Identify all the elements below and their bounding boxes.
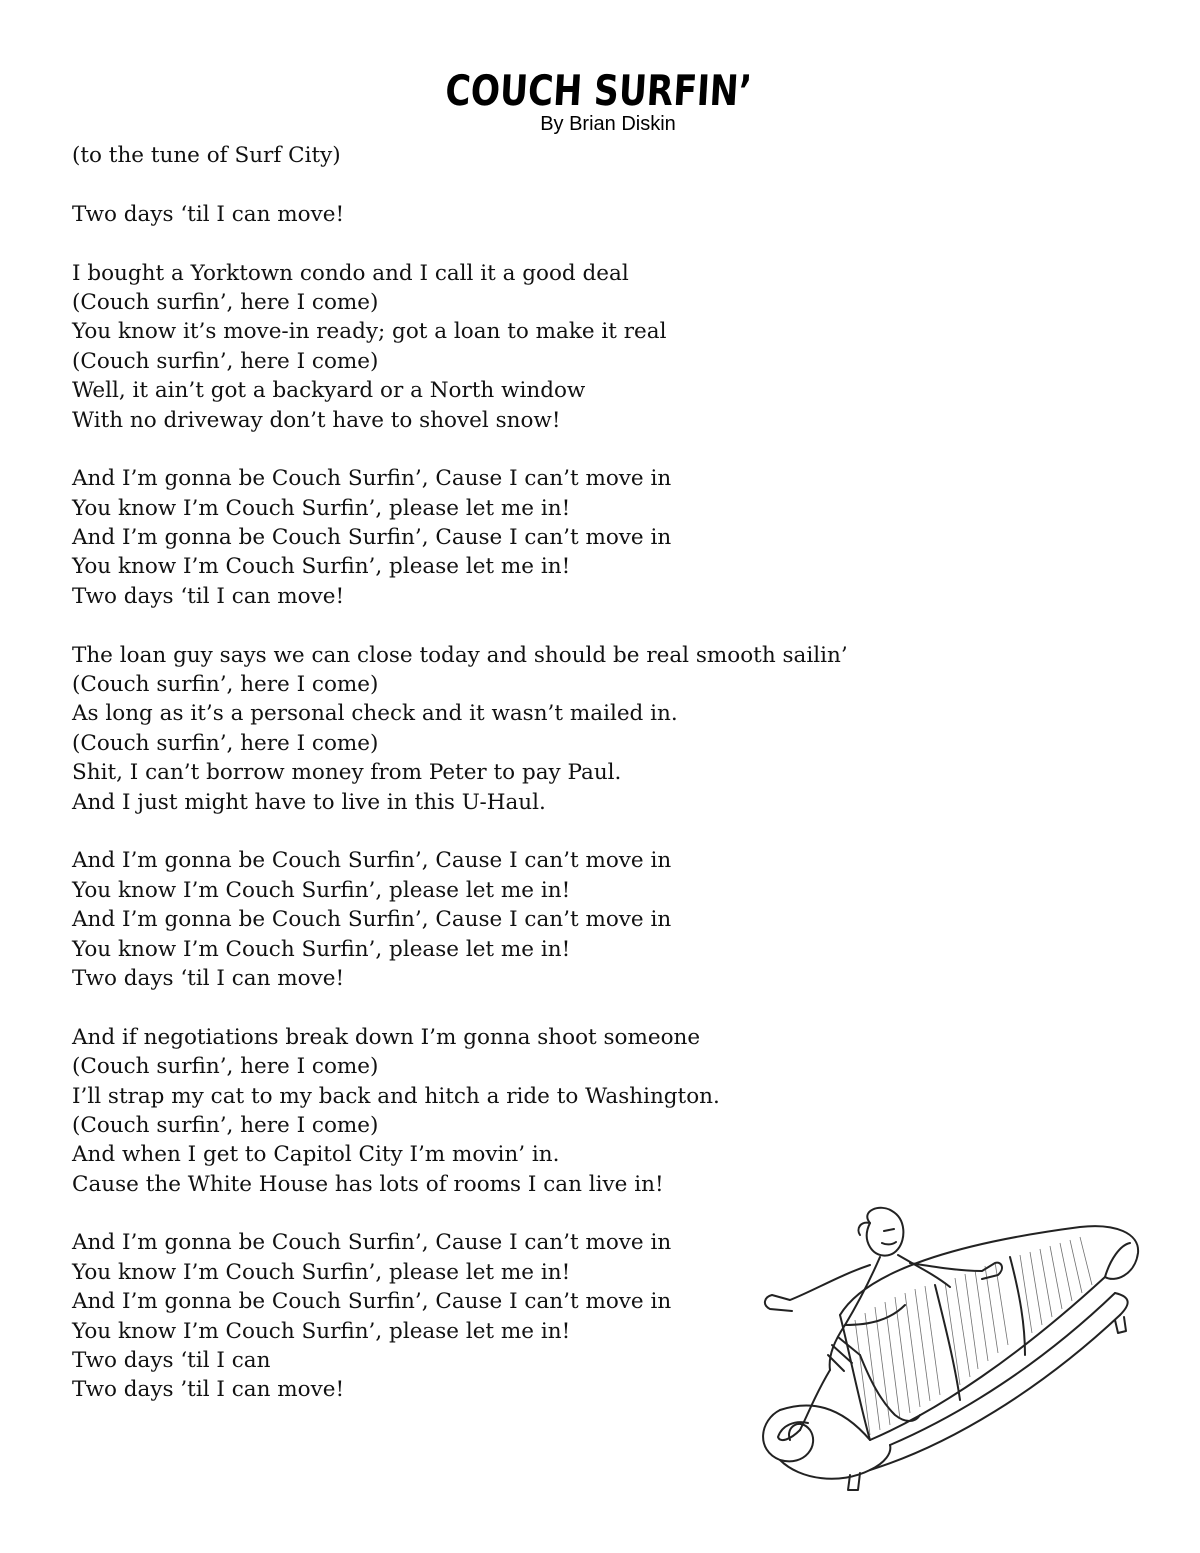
lyric-line: You know I’m Couch Surfin’, please let me in! xyxy=(72,1259,571,1285)
lyric-line: The loan guy says we can close today and should be real smooth sailin’ xyxy=(72,642,848,668)
stanza xyxy=(72,1023,972,1199)
lyric-line: You know I’m Couch Surfin’, please let me in! xyxy=(72,877,571,903)
lyric-line: And if negotiations break down I’m gonna shoot someone xyxy=(72,1024,701,1050)
lyric-line: And I’m gonna be Couch Surfin’, Cause I can’t move in xyxy=(72,907,672,933)
man-surfing-on-couch-sketch-icon xyxy=(720,1205,1160,1505)
lyric-line: As long as it’s a personal check and it wasn’t mailed in. xyxy=(72,701,678,727)
lyric-line: Cause the White House has lots of rooms I can live in! xyxy=(72,1171,664,1197)
lyric-line: With no driveway don’t have to shovel snow! xyxy=(72,407,561,433)
lyric-line: And I’m gonna be Couch Surfin’, Cause I can’t move in xyxy=(72,1230,672,1256)
lyric-line: (Couch surfin’, here I come) xyxy=(72,730,379,756)
lyric-line: Two days ‘til I can move! xyxy=(72,201,345,227)
lyric-line: I bought a Yorktown condo and I call it a good deal xyxy=(72,260,629,286)
lyric-line: And I just might have to live in this U-Haul. xyxy=(72,789,546,815)
lyric-line: (Couch surfin’, here I come) xyxy=(72,1054,379,1080)
lyric-line: Two days ‘til I can move! xyxy=(72,583,345,609)
lyric-line: (Couch surfin’, here I come) xyxy=(72,672,379,698)
lyric-line: (to the tune of Surf City) xyxy=(72,143,341,168)
stanza xyxy=(72,259,972,435)
lyric-line: (Couch surfin’, here I come) xyxy=(72,348,379,374)
lyric-line: Two days ’til I can move! xyxy=(72,1377,345,1403)
lyric-line: And I’m gonna be Couch Surfin’, Cause I can’t move in xyxy=(72,848,672,874)
lyric-line: (Couch surfin’, here I come) xyxy=(72,1112,379,1138)
lyric-line: And I’m gonna be Couch Surfin’, Cause I can’t move in xyxy=(72,525,672,551)
lyric-line: Two days ‘til I can move! xyxy=(72,965,345,991)
stanza xyxy=(72,141,972,170)
lyric-line: You know I’m Couch Surfin’, please let me in! xyxy=(72,1318,571,1344)
stanza xyxy=(72,200,972,229)
lyric-line: Well, it ain’t got a backyard or a North window xyxy=(72,378,586,404)
lyric-line: Shit, I can’t borrow money from Peter to pay Paul. xyxy=(72,760,622,786)
lyric-line: You know it’s move-in ready; got a loan to make it real xyxy=(72,319,667,345)
stanza xyxy=(72,846,972,993)
lyric-line: And when I get to Capitol City I’m movin’ in. xyxy=(72,1142,560,1168)
lyric-line: (Couch surfin’, here I come) xyxy=(72,289,379,315)
lyric-line: And I’m gonna be Couch Surfin’, Cause I can’t move in xyxy=(72,466,672,492)
song-title: COUCH SURFIN’ xyxy=(444,66,754,115)
lyric-line: You know I’m Couch Surfin’, please let me in! xyxy=(72,936,571,962)
lyric-line: You know I’m Couch Surfin’, please let me in! xyxy=(72,554,571,580)
stanza xyxy=(72,464,972,611)
lyric-line: And I’m gonna be Couch Surfin’, Cause I can’t move in xyxy=(72,1289,672,1315)
lyric-line: You know I’m Couch Surfin’, please let me in! xyxy=(72,495,571,521)
lyric-line: Two days ‘til I can xyxy=(72,1348,271,1374)
stanza xyxy=(72,641,972,817)
byline: By Brian Diskin xyxy=(540,113,676,135)
lyric-line: I’ll strap my cat to my back and hitch a ride to Washington. xyxy=(72,1083,720,1109)
